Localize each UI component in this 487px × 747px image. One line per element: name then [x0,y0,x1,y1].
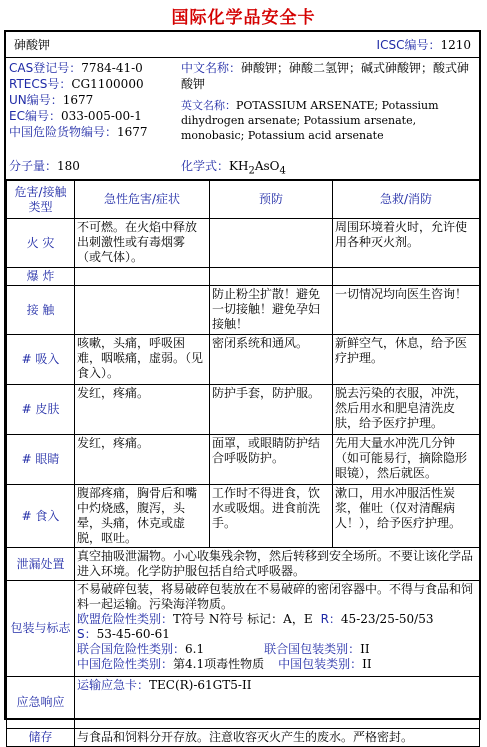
formula-value: $KH_2AsO_4$ [229,159,286,177]
rtecs-value: CG1100000 [71,77,144,91]
table-row [7,435,480,485]
hazard-table [6,180,480,548]
row-hazard: 不可燃。在火焰中释放出刺激性或有毒烟雾（或气体）。 [75,219,210,268]
hazard-table-header [7,181,480,219]
lower-sections [6,547,480,747]
row-type: # 眼睛 [7,435,75,485]
un-class-value: 6.1 [185,642,205,656]
r-value: 45-23/25-50/53 [340,612,434,626]
un-value: 1677 [62,93,94,107]
row-prevention: 防止粉尘扩散！避免一切接触！避免孕妇接触！ [210,286,333,335]
row-aid: 脱去污染的衣服，冲洗，然后用水和肥皂清洗皮肤，给予医疗护理。 [333,385,480,435]
packaging-content [75,581,480,677]
row-type: # 吸入 [7,335,75,385]
row-type: # 皮肤 [7,385,75,435]
card-title: 国际化学品安全卡 [171,8,316,28]
table-row [7,385,480,435]
table-row [7,485,480,548]
row-prevention: 工作时不得进食，饮水或吸烟。进食前洗手。 [210,485,333,548]
table-row [7,268,480,286]
row-hazard: 发红，疼痛。 [75,385,210,435]
col-header-prevention: 预防 [210,181,333,219]
ec-value: 033-005-00-1 [60,109,142,123]
row-prevention [210,219,333,268]
cdg-label: 中国危险货物编号： [9,125,118,139]
row-hazard [75,268,210,286]
row-aid: 一切情况均向医生咨询！ [333,286,480,335]
row-prevention [210,268,333,286]
eu-label: 欧盟危险性类别： [77,612,174,626]
cn-class-value: 第4.1项毒性物质 [173,657,265,671]
icsc-value: 1210 [440,38,471,52]
table-row [7,286,480,335]
s-label: S： [77,627,97,641]
s-value: 53-45-60-61 [96,627,170,641]
row-aid: 新鲜空气，休息，给予医疗护理。 [333,335,480,385]
icsc-number [377,36,471,53]
un-label: UN编号： [9,93,63,107]
col-header-type: 危害/接触类型 [7,181,75,219]
table-row [7,219,480,268]
cn-name-value: 砷酸钾；砷酸二氢钾；碱式砷酸钾；酸式砷酸钾 [181,61,470,91]
spill-text: 真空抽吸泄漏物。小心收集残余物，然后转移到安全场所。不要让该化学品进入环境。化学防护服包括自给式呼吸器。 [75,548,480,581]
identifiers-block [6,58,479,180]
col-header-aid: 急救/消防 [333,181,480,219]
cas-label: CAS登记号： [9,61,82,75]
row-prevention: 密闭系统和通风。 [210,335,333,385]
un-class-label: 联合国危险性类别： [77,642,186,656]
row-hazard: 腹部疼痛，胸骨后和嘴中灼烧感，腹泻，头晕，头痛，休克或虚脱，呕吐。 [75,485,210,548]
cn-class-label: 中国危险性类别： [77,657,174,671]
emergency-card-label: 运输应急卡： [77,678,150,692]
cn-name-label: 中文名称： [181,61,242,75]
cdg-value: 1677 [117,125,148,139]
emergency-content [75,677,480,729]
emergency-label: 应急响应 [7,677,75,729]
formula-label: 化学式： [181,159,230,173]
mw-label: 分子量： [9,159,58,173]
chemical-name: 砷酸钾 [14,38,51,52]
row-type: # 食入 [7,485,75,548]
storage-text: 与食品和饲料分开存放。注意收容灭火产生的废水。严格密封。 [75,729,480,747]
icsc-label: ICSC编号： [376,38,441,52]
cn-pack-label: 中国包装类别： [278,657,363,671]
packaging-text: 不易破碎包装，将易破碎包装放在不易破碎的密闭容器中。不得与食品和饲料一起运输。污染海洋物质。 [77,582,474,611]
un-pack-label: 联合国包装类别： [264,642,361,656]
rtecs-label: RTECS号： [9,77,72,91]
row-hazard [75,286,210,335]
header-row [6,32,479,58]
eu-value: T符号 N符号 标记：A，E [173,612,313,626]
cas-value: 7784-41-0 [81,61,143,75]
spill-label: 泄漏处置 [7,548,75,581]
storage-section [7,729,480,747]
packaging-label: 包装与标志 [7,581,75,677]
un-pack-value: II [360,642,370,656]
en-name-value: POTASSIUM ARSENATE; Potassium dihydrogen arsenate; Potassium arsenate, monobasic; Potassium acid arsenate [181,99,439,142]
table-row [7,335,480,385]
row-aid: 先用大量水冲洗几分钟（如可能易行，摘除隐形眼镜），然后就医。 [333,435,480,485]
row-prevention: 面罩，或眼睛防护结合呼吸防护。 [210,435,333,485]
r-label: R： [320,612,341,626]
packaging-section [7,581,480,677]
mw-value: 180 [57,159,80,173]
identifiers-right [178,58,479,179]
row-type: 接 触 [7,286,75,335]
row-aid: 周围环境着火时，允许使用各种灭火剂。 [333,219,480,268]
row-hazard: 发红，疼痛。 [75,435,210,485]
row-aid: 漱口，用水冲服活性炭浆，催吐（仅对清醒病人！），给予医疗护理。 [333,485,480,548]
row-type: 火 灾 [7,219,75,268]
safety-card [4,30,481,744]
row-type: 爆 炸 [7,268,75,286]
row-prevention: 防护手套，防护服。 [210,385,333,435]
col-header-hazard: 急性危害/症状 [75,181,210,219]
storage-label: 储存 [7,729,75,747]
emergency-card-value: TEC(R)-61GT5-II [149,678,252,692]
row-aid [333,268,480,286]
row-hazard: 咳嗽，头痛，呼吸困难，咽喉痛，虚弱。（见食入）。 [75,335,210,385]
en-name-label: 英文名称： [181,99,236,112]
emergency-section [7,677,480,729]
spill-section [7,548,480,581]
identifiers-left [6,58,178,179]
ec-label: EC编号： [9,109,61,123]
cn-pack-value: II [362,657,372,671]
